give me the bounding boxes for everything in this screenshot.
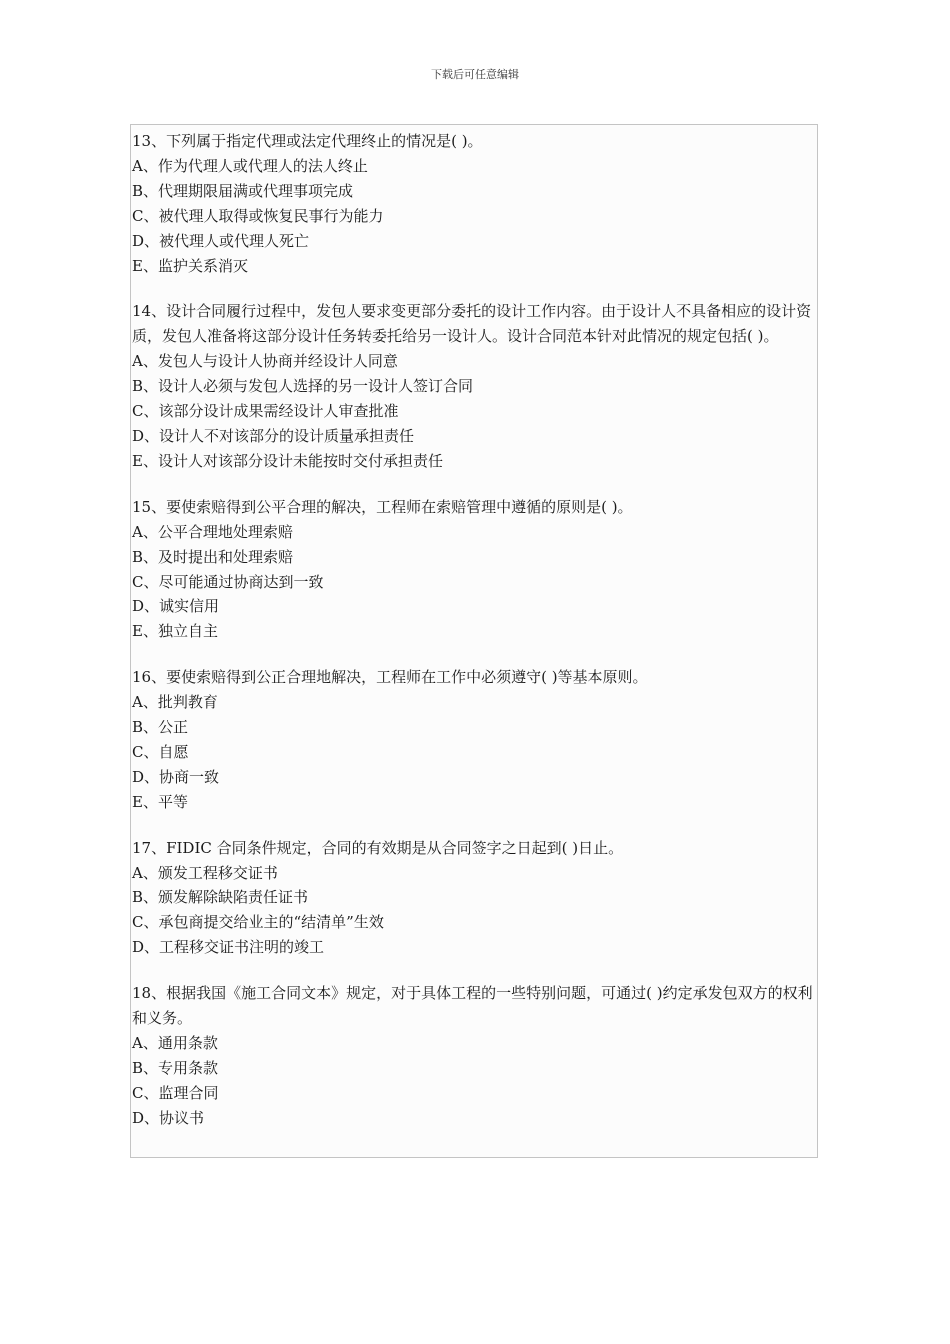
- question-15: [132, 495, 817, 644]
- option-d[interactable]: D、诚实信用: [132, 597, 220, 616]
- option-a[interactable]: A、发包人与设计人协商并经设计人同意: [132, 352, 398, 371]
- page-header: 下载后可任意编辑: [431, 68, 519, 81]
- option-d[interactable]: D、设计人不对该部分的设计质量承担责任: [132, 426, 415, 445]
- option-b[interactable]: B、及时提出和处理索赔: [132, 547, 294, 566]
- option-d[interactable]: D、协商一致: [132, 767, 220, 786]
- option-b[interactable]: B、设计人必须与发包人选择的另一设计人签订合同: [132, 377, 474, 396]
- option-e[interactable]: E、独立自主: [132, 622, 218, 641]
- question-stem: 15、要使索赔得到公平合理的解决，工程师在索赔管理中遵循的原则是( )。: [132, 497, 633, 516]
- option-c[interactable]: C、监理合同: [132, 1083, 219, 1102]
- question-stem: 17、FIDIC 合同条件规定，合同的有效期是从合同签字之日起到( )日止。: [132, 838, 624, 857]
- option-a[interactable]: A、公平合理地处理索赔: [132, 522, 293, 541]
- option-e[interactable]: E、监护关系消灭: [132, 256, 248, 275]
- question-list: [130, 124, 818, 1158]
- question-16: [132, 665, 817, 814]
- option-d[interactable]: D、工程移交证书注明的竣工: [132, 938, 325, 957]
- option-b[interactable]: B、公正: [132, 718, 189, 737]
- option-e[interactable]: E、设计人对该部分设计未能按时交付承担责任: [132, 451, 443, 470]
- question-stem: 16、要使索赔得到公正合理地解决，工程师在工作中必须遵守( )等基本原则。: [132, 668, 648, 687]
- option-e[interactable]: E、平等: [132, 792, 188, 811]
- option-b[interactable]: B、代理期限届满或代理事项完成: [132, 181, 354, 200]
- option-c[interactable]: C、承包商提交给业主的“结清单”生效: [132, 913, 384, 932]
- option-a[interactable]: A、作为代理人或代理人的法人终止: [132, 156, 368, 175]
- question-13: [132, 129, 817, 278]
- option-c[interactable]: C、该部分设计成果需经设计人审查批准: [132, 402, 399, 421]
- question-14: [132, 299, 817, 473]
- option-a[interactable]: A、颁发工程移交证书: [132, 863, 278, 882]
- option-c[interactable]: C、尽可能通过协商达到一致: [132, 572, 324, 591]
- option-d[interactable]: D、被代理人或代理人死亡: [132, 231, 310, 250]
- option-b[interactable]: B、专用条款: [132, 1058, 219, 1077]
- option-c[interactable]: C、被代理人取得或恢复民事行为能力: [132, 206, 384, 225]
- option-d[interactable]: D、协议书: [132, 1108, 205, 1127]
- option-a[interactable]: A、通用条款: [132, 1034, 218, 1052]
- question-stem: 13、下列属于指定代理或法定代理终止的情况是( )。: [132, 132, 483, 150]
- option-c[interactable]: C、自愿: [132, 742, 189, 761]
- question-17: [132, 836, 817, 961]
- question-18: [132, 981, 817, 1130]
- question-stem: 14、设计合同履行过程中，发包人要求变更部分委托的设计工作内容。由于设计人不具备相应的设计资质，发包人准备将这部分设计任务转委托给另一设计人。设计合同范本针对此情况的规定包括( )。: [132, 302, 812, 346]
- option-b[interactable]: B、颁发解除缺陷责任证书: [132, 888, 309, 907]
- option-a[interactable]: A、批判教育: [132, 693, 218, 712]
- question-stem: 18、根据我国《施工合同文本》规定，对于具体工程的一些特别问题，可通过( )约定承发包双方的权利和义务。: [132, 984, 813, 1028]
